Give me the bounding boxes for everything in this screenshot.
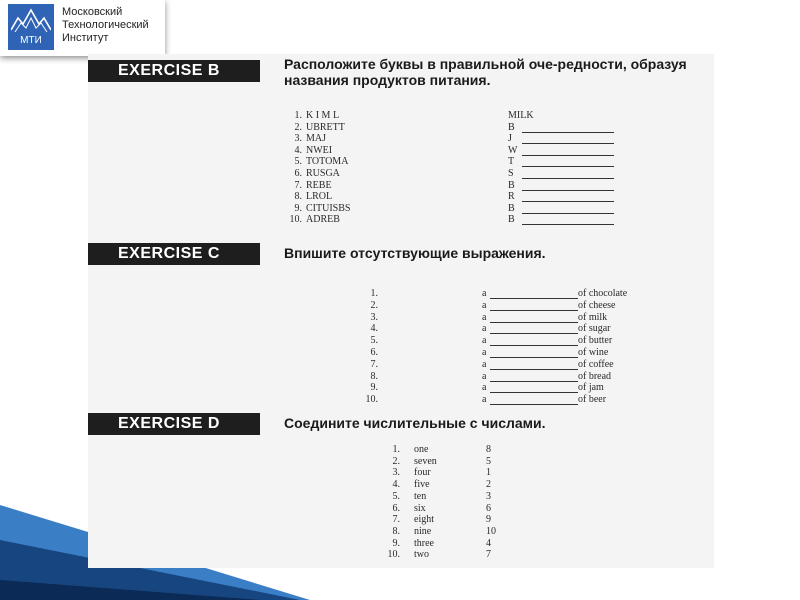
item-number: 5.	[370, 335, 378, 347]
digit: 5	[486, 455, 491, 467]
answer-letter: T	[508, 156, 515, 168]
exercise-c-item	[356, 394, 756, 406]
answer-letter: W	[508, 144, 518, 156]
scrambled-word: UBRETT	[306, 121, 345, 133]
exercise-b-item	[286, 191, 686, 203]
item-number: 2.	[370, 299, 378, 311]
answer-letter: MILK	[508, 110, 534, 121]
number-word: seven	[414, 455, 437, 467]
item-number: 7.	[392, 514, 400, 526]
item-number: 3.	[370, 311, 378, 323]
phrase-blank	[490, 372, 578, 382]
phrase: of bread	[578, 370, 612, 382]
article: a	[482, 323, 487, 335]
number-word: four	[414, 467, 431, 479]
scrambled-word: NWEI	[306, 144, 333, 156]
digit: 6	[486, 502, 491, 514]
item-number: 5.	[392, 490, 400, 502]
digit: 7	[486, 549, 491, 561]
phrase-blank	[490, 348, 578, 358]
mountains-icon	[11, 8, 51, 34]
exercise-d-item	[378, 491, 778, 503]
exercise-d-title: EXERCISE D	[88, 413, 260, 435]
exercise-b-item	[286, 203, 686, 215]
scrambled-word: CITUISBS	[306, 202, 351, 214]
exercise-c-item	[356, 347, 756, 359]
item-number: 10.	[387, 549, 400, 561]
item-number: 6.	[294, 168, 302, 179]
phrase: of chocolate	[578, 288, 628, 299]
phrase: of jam	[578, 382, 604, 394]
phrase: of cheese	[578, 299, 616, 311]
item-number: 8.	[294, 191, 302, 203]
answer-letter: J	[508, 133, 512, 145]
article: a	[482, 370, 487, 382]
scrambled-word: K I M L	[306, 110, 340, 121]
scrambled-word: REBE	[306, 179, 332, 191]
phrase-blank	[490, 289, 578, 299]
phrase: of butter	[578, 335, 613, 347]
exercise-c-title: EXERCISE C	[88, 243, 260, 265]
item-number: 10.	[365, 394, 378, 406]
article: a	[482, 358, 487, 370]
exercise-b-instruction: Расположите буквы в правильной оче-редности, образуя названия продуктов питания.	[284, 56, 687, 88]
article: a	[482, 394, 487, 406]
answer-blank	[522, 123, 614, 133]
exercise-c-item	[356, 288, 756, 300]
item-number: 1.	[294, 110, 302, 121]
exercise-b-item	[286, 122, 686, 134]
number-word: eight	[414, 514, 434, 526]
number-word: two	[414, 549, 429, 561]
logo-emblem	[8, 4, 54, 50]
number-word: six	[414, 502, 426, 514]
number-word: one	[414, 444, 429, 455]
exercise-b-item	[286, 133, 686, 145]
item-number: 2.	[392, 455, 400, 467]
item-number: 8.	[392, 525, 400, 537]
phrase-blank	[490, 324, 578, 334]
worksheet-scan	[88, 54, 714, 568]
article: a	[482, 311, 487, 323]
exercise-d-item	[378, 538, 778, 550]
exercise-b-item	[286, 180, 686, 192]
phrase-blank	[490, 301, 578, 311]
answer-letter: B	[508, 179, 515, 191]
exercise-d-item	[378, 444, 778, 456]
digit: 1	[486, 467, 491, 479]
phrase-blank	[490, 395, 578, 405]
item-number: 1.	[370, 288, 378, 299]
exercise-d-item	[378, 467, 778, 479]
scrambled-word: TOTOMA	[306, 156, 349, 168]
phrase: of milk	[578, 311, 608, 323]
answer-letter: B	[508, 121, 515, 133]
item-number: 9.	[294, 202, 302, 214]
item-number: 9.	[370, 382, 378, 394]
logo-name: Московский Технологический Институт	[62, 6, 149, 44]
exercise-c-instruction: Впишите отсутствующие выражения.	[284, 245, 546, 261]
exercise-d-item	[378, 549, 778, 561]
digit: 3	[486, 490, 491, 502]
answer-letter: R	[508, 191, 515, 203]
exercise-c-item	[356, 382, 756, 394]
article: a	[482, 347, 487, 358]
answer-letter: B	[508, 214, 515, 226]
item-number: 7.	[294, 179, 302, 191]
digit: 9	[486, 514, 491, 526]
phrase-blank	[490, 313, 578, 323]
exercise-d-item	[378, 526, 778, 538]
scrambled-word: MAJ	[306, 133, 327, 145]
digit: 2	[486, 479, 491, 491]
number-word: nine	[414, 525, 432, 537]
item-number: 9.	[392, 537, 400, 549]
exercise-b-item	[286, 168, 686, 180]
answer-blank	[522, 146, 614, 156]
item-number: 5.	[294, 156, 302, 168]
scrambled-word: LROL	[306, 191, 333, 203]
number-word: three	[414, 537, 434, 549]
answer-blank	[522, 157, 614, 167]
exercise-c-item	[356, 312, 756, 324]
phrase: of beer	[578, 394, 607, 406]
answer-letter: S	[508, 168, 514, 179]
item-number: 1.	[392, 444, 400, 455]
exercise-b-title: EXERCISE B	[88, 60, 260, 82]
item-number: 6.	[370, 347, 378, 358]
article: a	[482, 299, 487, 311]
answer-blank	[522, 204, 614, 214]
article: a	[482, 335, 487, 347]
exercise-d-instruction: Соедините числительные с числами.	[284, 415, 546, 431]
exercise-b-item	[286, 145, 686, 157]
article: a	[482, 382, 487, 394]
logo-abbreviation: МТИ	[20, 35, 42, 46]
exercise-b-item	[286, 156, 686, 168]
exercise-c-item	[356, 371, 756, 383]
digit: 10	[486, 525, 496, 537]
number-word: five	[414, 479, 430, 491]
phrase-blank	[490, 336, 578, 346]
exercise-d-item	[378, 456, 778, 468]
item-number: 10.	[289, 214, 302, 226]
answer-blank	[522, 181, 614, 191]
exercise-c-item	[356, 335, 756, 347]
item-number: 4.	[370, 323, 378, 335]
article: a	[482, 288, 487, 299]
phrase-blank	[490, 360, 578, 370]
exercise-d-item	[378, 479, 778, 491]
exercise-b-item	[286, 214, 686, 226]
phrase: of sugar	[578, 323, 611, 335]
exercise-d-item	[378, 514, 778, 526]
exercise-c-item	[356, 300, 756, 312]
item-number: 4.	[294, 144, 302, 156]
phrase-blank	[490, 383, 578, 393]
institute-logo	[0, 0, 165, 56]
exercise-d-item	[378, 503, 778, 515]
exercise-c-item	[356, 359, 756, 371]
phrase: of wine	[578, 347, 609, 358]
item-number: 7.	[370, 358, 378, 370]
exercise-c-item	[356, 323, 756, 335]
phrase: of coffee	[578, 358, 614, 370]
answer-blank	[522, 215, 614, 225]
answer-blank	[522, 192, 614, 202]
scrambled-word: ADREB	[306, 214, 340, 226]
item-number: 3.	[392, 467, 400, 479]
item-number: 4.	[392, 479, 400, 491]
item-number: 8.	[370, 370, 378, 382]
answer-letter: B	[508, 202, 515, 214]
item-number: 3.	[294, 133, 302, 145]
answer-blank	[522, 169, 614, 179]
digit: 4	[486, 537, 491, 549]
answer-blank	[522, 134, 614, 144]
item-number: 6.	[392, 502, 400, 514]
number-word: ten	[414, 490, 427, 502]
exercise-b-item	[286, 110, 686, 122]
item-number: 2.	[294, 121, 302, 133]
digit: 8	[486, 444, 491, 455]
scrambled-word: RUSGA	[306, 168, 340, 179]
